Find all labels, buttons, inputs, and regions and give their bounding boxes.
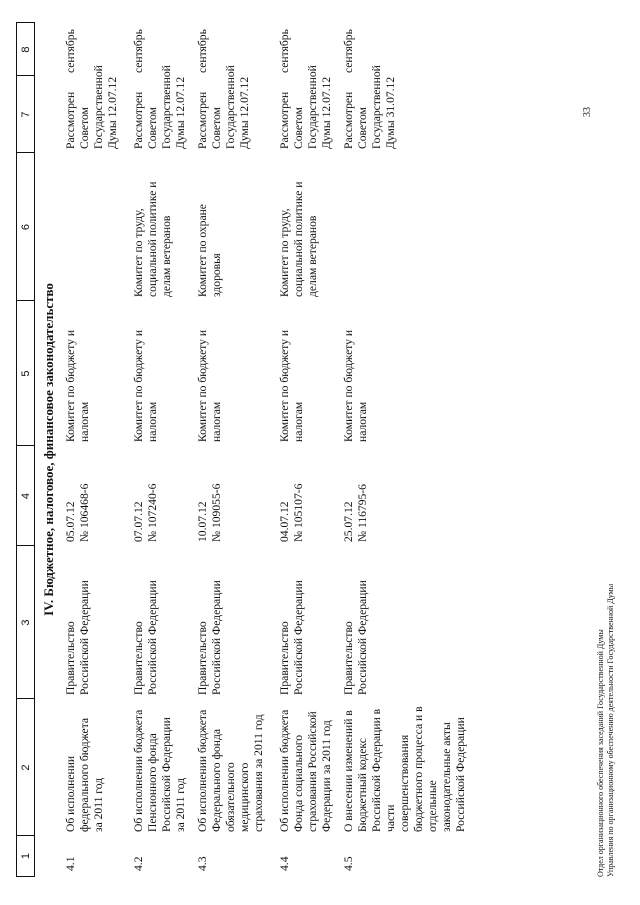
- section-title: IV. Бюджетное, налоговое, финансовое законодательство: [41, 283, 56, 616]
- date-number: 10.07.12 № 109055-6: [196, 483, 223, 542]
- responsible-committee: Комитет по бюджету и налогам: [278, 329, 305, 442]
- bill-title: Об исполнении бюджета Фонда социального страхования Российской Федерации за 2011 год: [278, 709, 333, 832]
- co-committee: Комитет по труду, социальной политике и делам ветеранов: [278, 181, 319, 297]
- column-header-2: 2: [19, 764, 32, 771]
- row-number: 4.4: [278, 856, 291, 871]
- row-number: 4.5: [342, 856, 355, 871]
- row-number: 4.2: [132, 856, 145, 871]
- bill-title: Об исполнении федерального бюджета за 2011 год: [64, 717, 105, 832]
- date-number: 05.07.12 № 106468-6: [64, 483, 91, 542]
- responsible-committee: Комитет по бюджету и налогам: [64, 329, 91, 442]
- initiator: Правительство Российской Федерации: [342, 580, 369, 695]
- bill-title: Об исполнении бюджета Федерального фонда обязательного медицинского страхования за 2011 год: [196, 709, 265, 832]
- date-number: 25.07.12 № 116795-6: [342, 484, 369, 542]
- page-number: 33: [582, 107, 593, 117]
- initiator: Правительство Российской Федерации: [132, 580, 159, 695]
- column-header-5: 5: [19, 370, 32, 377]
- responsible-committee: Комитет по бюджету и налогам: [132, 329, 159, 442]
- co-committee: Комитет по труду, социальной политике и делам ветеранов: [132, 181, 173, 297]
- column-header-4: 4: [19, 492, 32, 500]
- month: сентябрь: [64, 29, 77, 73]
- column-header-6: 6: [19, 223, 32, 231]
- co-committee: Комитет по охране здоровья: [196, 204, 223, 297]
- initiator: Правительство Российской Федерации: [64, 580, 91, 695]
- status: Рассмотрен Советом Государственной Думы 12.07.12: [196, 65, 251, 149]
- status: Рассмотрен Советом Государственной Думы 12.07.12: [278, 65, 333, 149]
- responsible-committee: Комитет по бюджету и налогам: [342, 329, 369, 442]
- status: Рассмотрен Советом Государственной Думы 12.07.12: [132, 65, 187, 149]
- month: сентябрь: [278, 29, 291, 73]
- month: сентябрь: [132, 29, 145, 73]
- column-header-3: 3: [19, 619, 32, 626]
- month: сентябрь: [196, 29, 209, 73]
- date-number: 07.07.12 № 107240-6: [132, 483, 159, 542]
- column-header-1: 1: [19, 852, 32, 860]
- column-header-7: 7: [19, 111, 32, 118]
- bill-title: Об исполнении бюджета Пенсионного фонда Российской Федерации за 2011 год: [132, 709, 187, 832]
- legislation-table: [16, 22, 570, 877]
- date-number: 04.07.12 № 105107-6: [278, 483, 305, 542]
- column-header-8: 8: [19, 46, 32, 53]
- column-number-header: [16, 22, 35, 877]
- responsible-committee: Комитет по бюджету и налогам: [196, 329, 223, 442]
- month: сентябрь: [342, 29, 355, 73]
- status: Рассмотрен Советом Государственной Думы 12.07.12: [64, 65, 119, 149]
- row-number: 4.3: [196, 856, 209, 871]
- initiator: Правительство Российской Федерации: [278, 580, 305, 695]
- initiator: Правительство Российской Федерации: [196, 580, 223, 695]
- row-number: 4.1: [64, 856, 77, 871]
- status: Рассмотрен Советом Государственной Думы 31.07.12: [342, 65, 397, 149]
- footer-line-2: Управления по организационному обеспечению деятельности Государственной Думы: [605, 583, 615, 877]
- footer-line-1: Отдел организационного обеспечения заседаний Государственной Думы: [596, 629, 605, 877]
- bill-title: О внесении изменений в Бюджетный кодекс Российской Федерации в части совершенствования бюджетного процесса и в отдельные законодательные акты Российской Федерации: [342, 706, 467, 832]
- footer: [596, 57, 615, 877]
